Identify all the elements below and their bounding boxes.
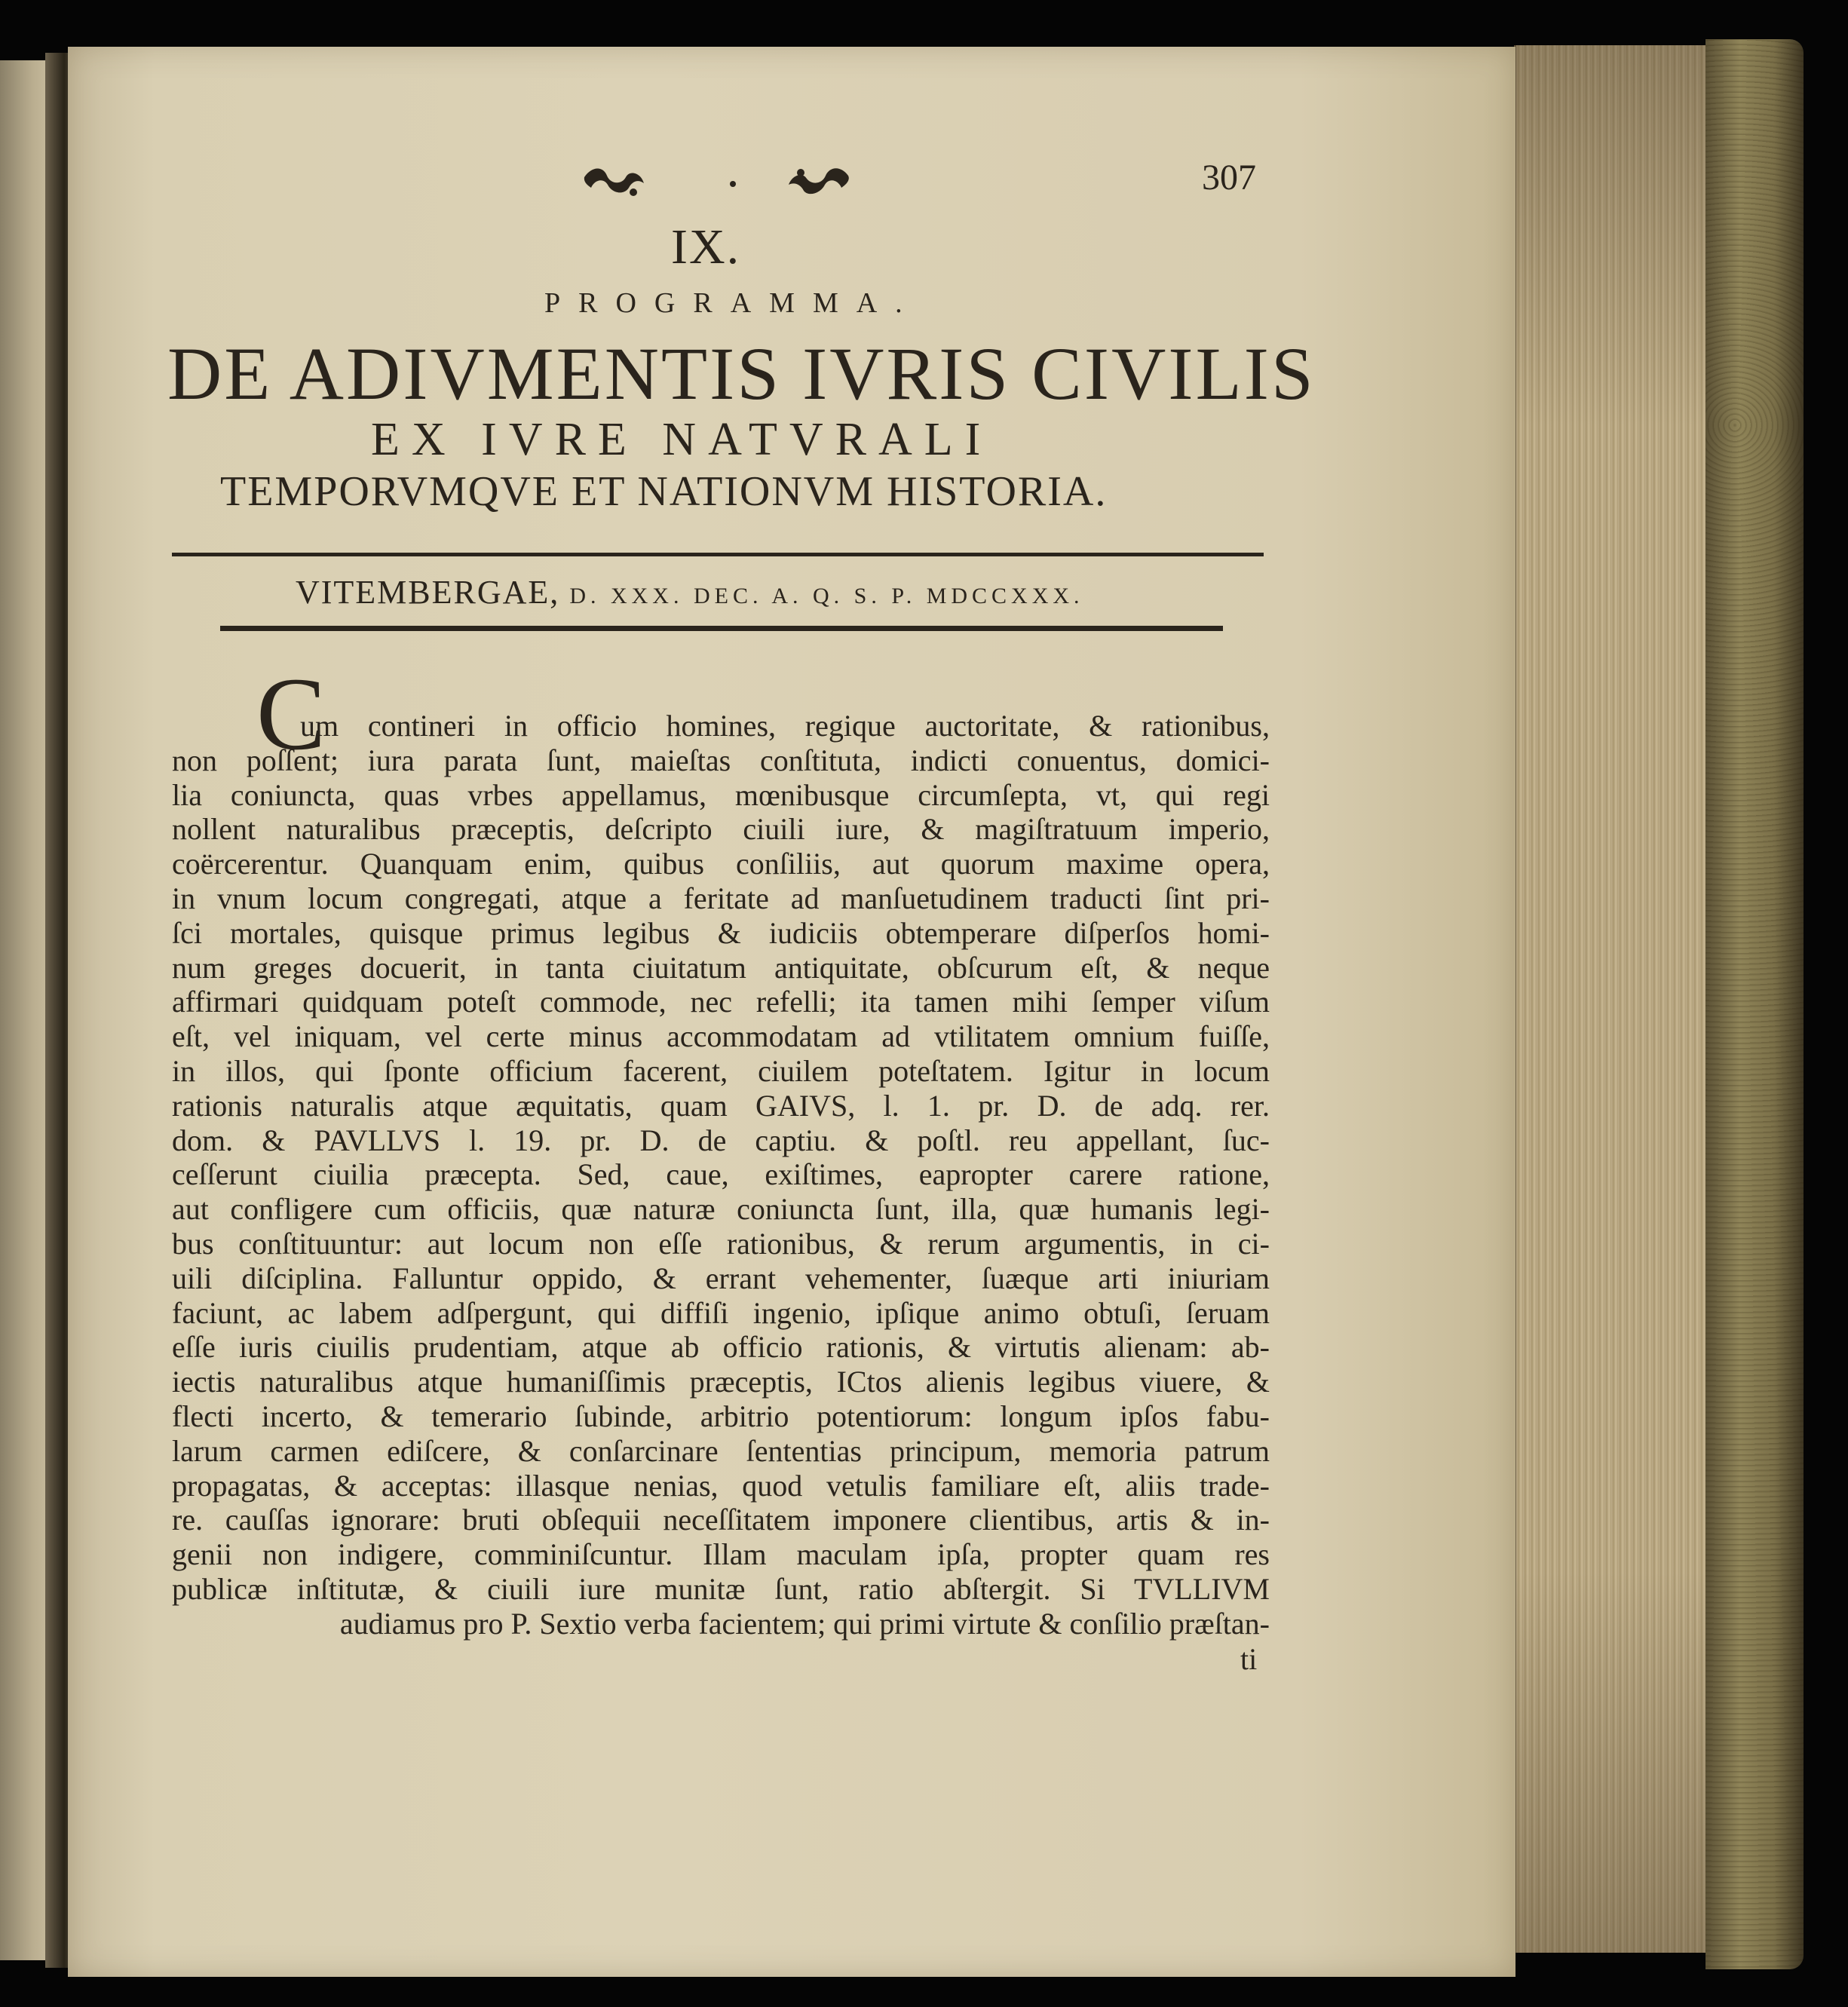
section-numeral: IX. [671, 219, 741, 274]
body-line: ceſſerunt ciuilia præcepta. Sed, caue, exiſtimes, eapropter carere ratione, [172, 1157, 1270, 1192]
ornament-dot [730, 181, 736, 187]
body-line: dom. & PAVLLVS l. 19. pr. D. de captiu. & poſtl. reu appellant, ſuc- [172, 1123, 1270, 1157]
body-line: bus conſtituuntur: aut locum non eſſe rationibus, & rerum argumentis, in ci- [172, 1227, 1270, 1261]
title-line-3: TEMPORVMQVE ET NATIONVM HISTORIA. [220, 468, 1108, 515]
body-line: rationis naturalis atque æquitatis, quam GAIVS, l. 1. pr. D. de adq. rer. [172, 1088, 1270, 1123]
body-line: iectis naturalibus atque humaniſſimis præceptis, ICtos alienis legibus viuere, & [172, 1365, 1270, 1399]
body-line: nollent naturalibus præceptis, deſcripto ciuili iure, & magiſtratuum imperio, [172, 812, 1270, 847]
programma-label: PROGRAMMA. [544, 287, 921, 319]
book-cover [1705, 39, 1804, 1969]
ornament-left-icon [581, 162, 648, 200]
page-number: 307 [1202, 158, 1256, 198]
body-line: non poſſent; iura parata ſunt, maieſtas conſtituta, indicti conuentus, domici- [172, 743, 1270, 777]
body-line: num greges docuerit, in tanta ciuitatum antiquitate, obſcurum eſt, & neque [172, 950, 1270, 985]
drop-cap: C [256, 656, 326, 771]
ornament-right-icon [784, 162, 852, 200]
body-line: eſt, vel iniquam, vel certe minus accommodatam ad vtilitatem omnium fuiſſe, [172, 1019, 1270, 1054]
body-line: affirmari quidquam poteſt commode, nec refelli; ita tamen mihi ſemper viſum [172, 985, 1270, 1019]
body-line: um contineri in officio homines, regique auctoritate, & rationibus, [300, 709, 1270, 743]
rule-bottom [220, 626, 1223, 631]
body-line: flecti incerto, & temerario ſubinde, arbitrio potentiorum: longum ipſos fabu- [172, 1399, 1270, 1433]
body-line: faciunt, ac labem adſpergunt, qui diffiſi ingenio, ipſique animo obtuſi, ſeruam [172, 1295, 1270, 1330]
body-line: audiamus pro P. Sextio verba facientem; qui primi virtute & conſilio præſtan- [339, 1606, 1270, 1641]
body-line: aut confligere cum officiis, quæ naturæ coniuncta ſunt, illa, quæ humanis legi- [172, 1192, 1270, 1227]
body-line: re. cauſſas ignorare: bruti obſequii neceſſitatem imponere clientibus, artis & in- [172, 1503, 1270, 1537]
body-line: lia coniuncta, quas vrbes appellamus, mœnibusque circumſepta, vt, qui regi [172, 777, 1270, 812]
body-line: coërcerentur. Quanquam enim, quibus conſiliis, aut quorum maxime opera, [172, 847, 1270, 881]
dateline-place: VITEMBERGAE, [296, 574, 560, 611]
body-line: ſci mortales, quisque primus legibus & iudiciis obtemperare diſperſos homi- [172, 915, 1270, 950]
body-line: genii non indigere, comminiſcuntur. Illam maculam ipſa, propter quam res [172, 1537, 1270, 1572]
body-line: eſſe iuris ciuilis prudentiam, atque ab officio rationis, & virtutis alienam: ab- [172, 1330, 1270, 1365]
body-line: propagatas, & acceptas: illasque nenias, quod vetulis familiare eſt, aliis trade- [172, 1468, 1270, 1503]
body-line: in vnum locum congregati, atque a feritate ad manſuetudinem traducti ſint pri- [172, 881, 1270, 915]
dateline [296, 573, 1084, 611]
title-line-1: DE ADIVMENTIS IVRIS CIVILIS [167, 332, 1316, 415]
rule-top [172, 553, 1264, 556]
catchword: ti [1240, 1641, 1258, 1676]
page-edges-shadow [1514, 45, 1710, 1953]
dateline-date: D. XXX. DEC. A. Q. S. P. MDCCXXX. [569, 584, 1084, 608]
body-line: in illos, qui ſponte officium facerent, ciuilem poteſtatem. Igitur in locum [172, 1054, 1270, 1088]
title-line-2: EX IVRE NATVRALI [371, 414, 993, 465]
body-line: larum carmen ediſcere, & conſarcinare ſententias principum, memoria patrum [172, 1433, 1270, 1468]
body-line: uili diſciplina. Falluntur oppido, & errant vehementer, ſuæque arti iniuriam [172, 1261, 1270, 1295]
body-line: publicæ inſtitutæ, & ciuili iure munitæ ſunt, ratio abſtergit. Si TVLLIVM [172, 1572, 1270, 1606]
